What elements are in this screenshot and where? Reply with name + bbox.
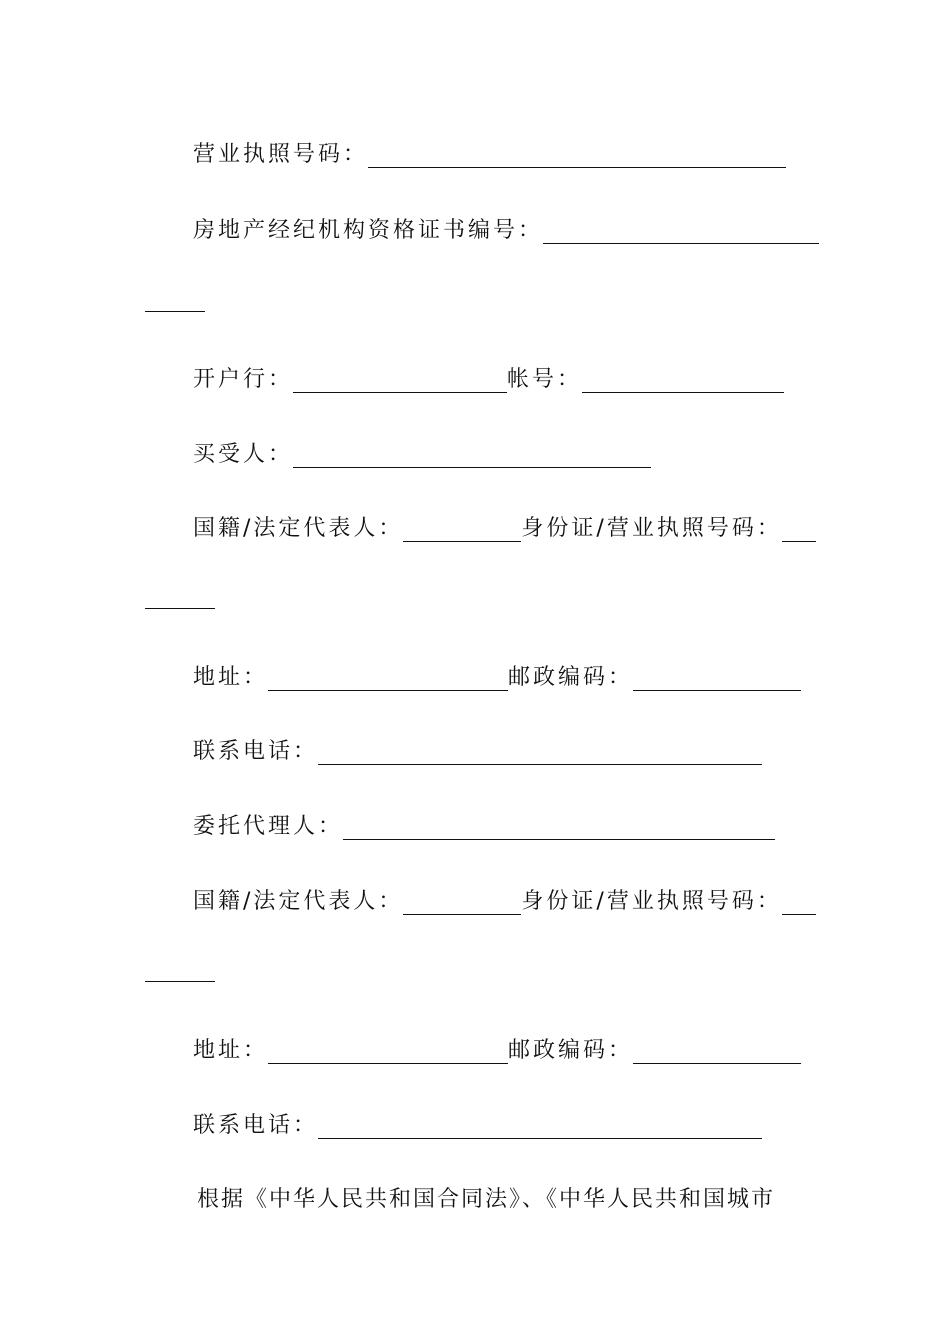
buyer-id-blank[interactable]: [782, 521, 816, 542]
agent-postal-label: 邮政编码：: [508, 1038, 634, 1063]
buyer-id-label: 身份证/营业执照号码：: [521, 516, 782, 541]
buyer-address-blank[interactable]: [268, 670, 508, 691]
agent-phone-line: [193, 1107, 762, 1139]
basis-text: 根据《中华人民共和国合同法》、《中华人民共和国城市: [197, 1187, 776, 1212]
agent-phone-blank[interactable]: [318, 1118, 762, 1139]
agent-id-label: 身份证/营业执照号码：: [521, 889, 782, 914]
basis-paragraph: [197, 1181, 775, 1213]
agent-address-blank[interactable]: [268, 1043, 508, 1064]
agency-cert-label: 房地产经纪机构资格证书编号：: [193, 218, 544, 243]
buyer-postal-blank[interactable]: [633, 670, 801, 691]
buyer-blank[interactable]: [293, 447, 651, 468]
agent-line: [193, 808, 775, 840]
business-license-line: [193, 136, 786, 168]
agent-id-blank[interactable]: [782, 894, 816, 915]
agent-address-line: [193, 1032, 801, 1064]
agent-label: 委托代理人：: [193, 814, 344, 839]
bank-label: 开户行：: [193, 367, 294, 392]
agent-nationality-line: [193, 883, 816, 915]
agency-cert-blank-continued[interactable]: [145, 311, 205, 312]
business-license-label: 营业执照号码：: [193, 142, 369, 167]
buyer-phone-blank[interactable]: [318, 744, 762, 765]
account-blank[interactable]: [582, 372, 784, 393]
account-label: 帐号：: [507, 367, 583, 392]
buyer-label: 买受人：: [193, 442, 294, 467]
agency-cert-blank[interactable]: [543, 223, 819, 244]
agent-postal-blank[interactable]: [633, 1043, 801, 1064]
buyer-nationality-line: [193, 510, 816, 542]
bank-blank[interactable]: [293, 372, 507, 393]
buyer-nationality-label: 国籍/法定代表人：: [193, 516, 404, 541]
business-license-blank[interactable]: [368, 147, 786, 168]
buyer-postal-label: 邮政编码：: [508, 665, 634, 690]
buyer-line: [193, 436, 651, 468]
agent-nationality-label: 国籍/法定代表人：: [193, 889, 404, 914]
buyer-address-line: [193, 659, 801, 691]
agent-phone-label: 联系电话：: [193, 1113, 319, 1138]
agent-nationality-blank[interactable]: [403, 894, 521, 915]
agency-cert-line: [193, 212, 819, 244]
agent-address-label: 地址：: [193, 1038, 269, 1063]
buyer-phone-line: [193, 733, 762, 765]
buyer-phone-label: 联系电话：: [193, 739, 319, 764]
buyer-address-label: 地址：: [193, 665, 269, 690]
agent-id-blank-continued[interactable]: [145, 981, 215, 982]
agent-blank[interactable]: [343, 819, 775, 840]
bank-line: [193, 361, 784, 393]
buyer-nationality-blank[interactable]: [403, 521, 521, 542]
buyer-id-blank-continued[interactable]: [145, 608, 215, 609]
